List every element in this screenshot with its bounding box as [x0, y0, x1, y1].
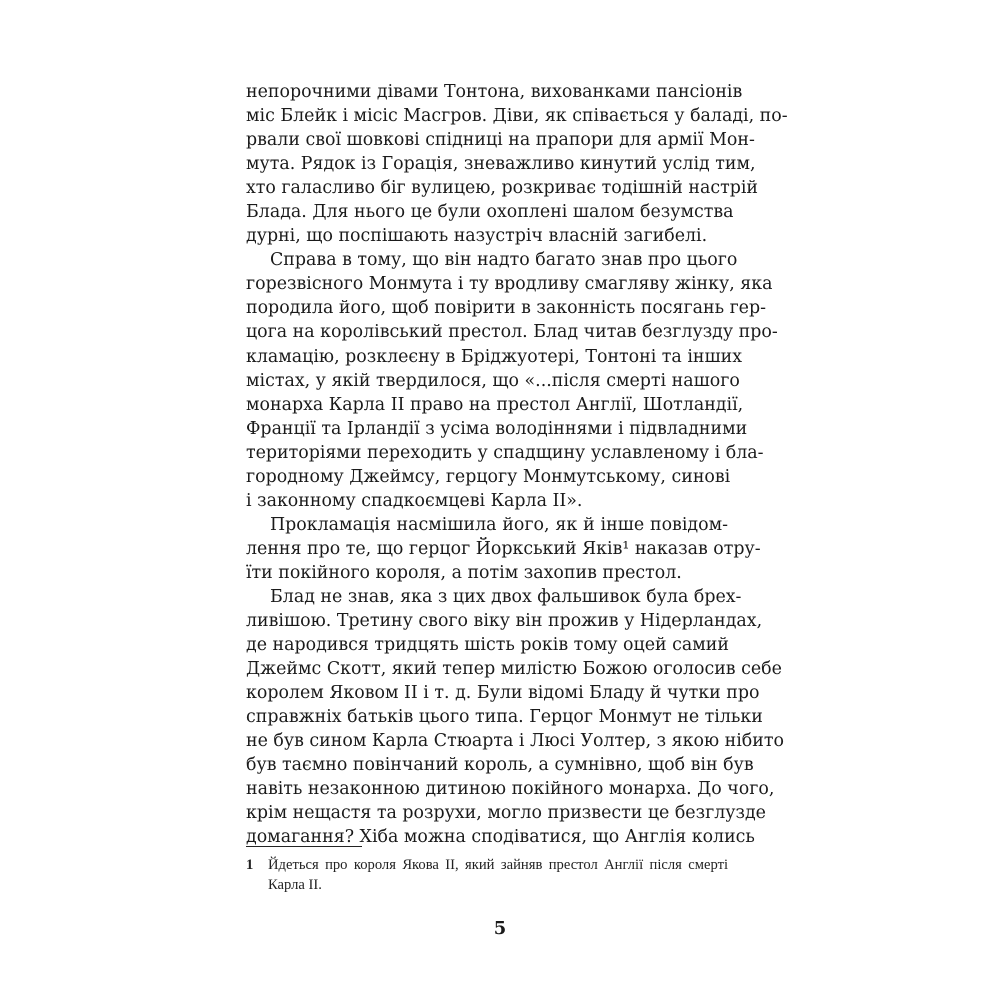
text-line: породила його, щоб повірити в законність посягань гер-: [246, 298, 766, 319]
footnote: [246, 855, 728, 895]
text-line: територіями переходить у спадщину уславленому і бла-: [246, 442, 764, 463]
page-number: 5: [493, 918, 507, 939]
footnote-number: 1: [246, 857, 254, 873]
text-line: горезвісного Монмута і ту вродливу смагляву жінку, яка: [246, 274, 773, 295]
text-line: непорочними дівами Тонтона, вихованками пансіонів: [246, 82, 743, 102]
text-line: Прокламація насмішила його, як й інше повідом-: [270, 514, 728, 535]
text-line: справжніх батьків цього типа. Герцог Монмут не тільки: [246, 707, 763, 728]
text-line: міс Блейк і місіс Масгров. Діви, як співається у баладі, по-: [246, 106, 788, 127]
text-line: не був сином Карла Стюарта і Люсі Уолтер, з якою нібито: [246, 731, 784, 752]
footnote-divider: [246, 846, 362, 847]
text-line: монарха Карла II право на престол Англії, Шотландії,: [246, 394, 744, 415]
footnote-text: Карла II.: [268, 877, 322, 893]
text-line: дурні, що поспішають назустріч власній загибелі.: [246, 226, 708, 247]
footnote-text: Йдеться про короля Якова II, який зайняв престол Англії після смерті: [268, 857, 728, 873]
text-line: Джеймс Скотт, який тепер милістю Божою оголосив себе: [246, 659, 782, 680]
text-line: Справа в тому, що він надто багато знав про цього: [270, 250, 738, 271]
text-line: Блад не знав, яка з цих двох фальшивок була брех-: [270, 586, 742, 607]
text-line: і законному спадкоємцеві Карла II».: [246, 490, 583, 511]
text-line: мута. Рядок із Горація, зневажливо кинутий услід тим,: [246, 154, 756, 175]
text-line: навіть незаконною дитиною покійного монарха. До чого,: [246, 779, 775, 800]
text-line: Блада. Для нього це були охоплені шалом безумства: [246, 202, 734, 223]
text-line: домагання? Хіба можна сподіватися, що Англія колись: [246, 827, 755, 848]
text-line: був таємно повінчаний король, а сумнівно, щоб він був: [246, 755, 754, 776]
text-line: ливішою. Третину свого віку він прожив у Нідерландах,: [246, 611, 763, 632]
body-text: [246, 80, 788, 850]
text-line: крім нещастя та розрухи, могло призвести це безглузде: [246, 803, 766, 824]
text-line: рвали свої шовкові спідниці на прапори для армії Мон-: [246, 130, 755, 151]
footnote-line: [246, 875, 728, 895]
text-line: цога на королівський престол. Блад читав безглузду про-: [246, 322, 778, 343]
text-line: містах, у якій твердилося, що «...після смерті нашого: [246, 370, 740, 391]
text-line: де народився тридцять шість років тому оцей самий: [246, 635, 729, 656]
text-line: їти покійного короля, а потім захопив престол.: [246, 562, 682, 583]
text-line: хто галасливо біг вулицею, розкриває тодішній настрій: [246, 178, 759, 199]
text-line: королем Яковом II і т. д. Були відомі Бладу й чутки про: [246, 683, 760, 704]
text-line: лення про те, що герцог Йоркський Яків¹ наказав отру-: [246, 538, 761, 559]
text-line: Франції та Ірландії з усіма володіннями і підвладними: [246, 418, 748, 439]
text-line: городному Джеймсу, герцогу Монмутському, синові: [246, 466, 731, 487]
footnote-line: [246, 855, 728, 875]
text-line: кламацію, розклеєну в Бріджуотері, Тонтоні та інших: [246, 346, 743, 367]
